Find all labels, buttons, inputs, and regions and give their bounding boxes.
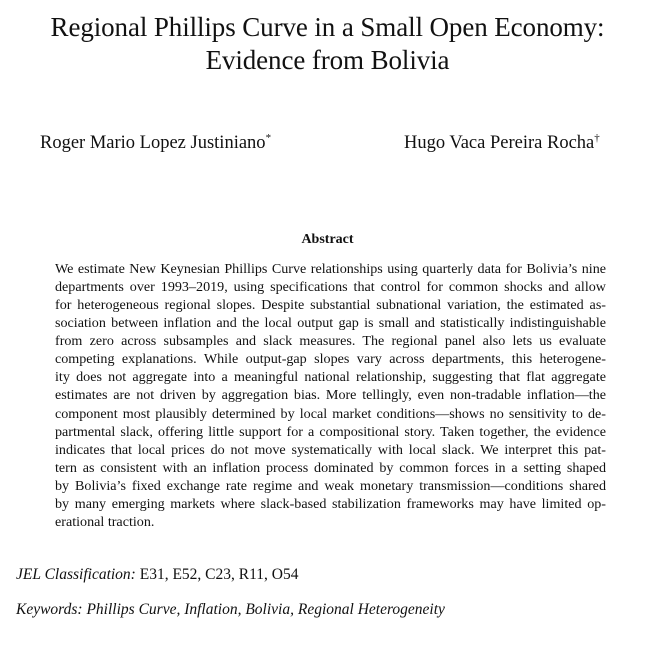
abstract-line: erational traction. [55,513,155,530]
abstract-line: for heterogeneous regional slopes. Despite substantial subnational variation, the estimated as- [55,297,606,314]
author-name: Hugo Vaca Pereira Rocha [404,133,595,153]
author-name: Roger Mario Lopez Justiniano [40,133,266,153]
abstract-line: indicates that local prices do not move systematically with local slack. We interpret this pat- [55,441,606,458]
abstract-line: We estimate New Keynesian Phillips Curve relationships using quarterly data for Bolivia’s nine [55,261,606,277]
abstract-line: departments over 1993–2019, using specifications that control for common shocks and allow [55,279,606,296]
abstract-line: estimates are not driven by aggregation bias. More tellingly, even non-tradable inflation—the [55,387,606,404]
abstract-line: competing explanations. While output-gap slopes vary across departments, this heterogene- [55,351,606,368]
author-footnote-mark[interactable]: * [265,132,272,144]
abstract-line: partmental slack, offering little support for a compositional story. Taken together, the evidence [55,423,606,440]
abstract-line: tern as consistent with an inflation process dominated by common forces in a setting shaped [55,459,606,476]
title-line: Evidence from Bolivia [205,45,450,75]
jel-label: JEL Classification: [16,566,136,583]
abstract-line: by many emerging markets where slack-based stabilization frameworks may have limited op- [55,495,606,512]
abstract-line: component most plausibly determined by local market conditions—shows no sensitivity to de- [55,405,606,422]
author [40,131,271,155]
abstract-line: from zero across subsamples and slack measures. The regional panel also lets us evaluate [55,333,606,350]
keywords-values: Phillips Curve, Inflation, Bolivia, Regional Heterogeneity [86,601,445,618]
abstract-body [55,260,606,531]
abstract-line: ity does not aggregate into a meaningful national relationship, suggesting that flat aggregate [55,369,606,386]
jel-codes: E31, E52, C23, R11, O54 [139,566,299,583]
keywords [16,600,445,620]
abstract-line: by Bolivia’s fixed exchange rate regime and weak monetary transmission—conditions shared [55,477,606,494]
author [404,131,600,155]
abstract-line: sociation between inflation and the local output gap is small and statistically indistinguishable [55,315,606,332]
title-line: Regional Phillips Curve in a Small Open Economy: [50,12,605,42]
jel-classification [16,565,298,585]
abstract-heading: Abstract [301,232,354,247]
author-footnote-mark[interactable]: † [594,132,600,144]
keywords-label: Keywords: [16,601,83,618]
